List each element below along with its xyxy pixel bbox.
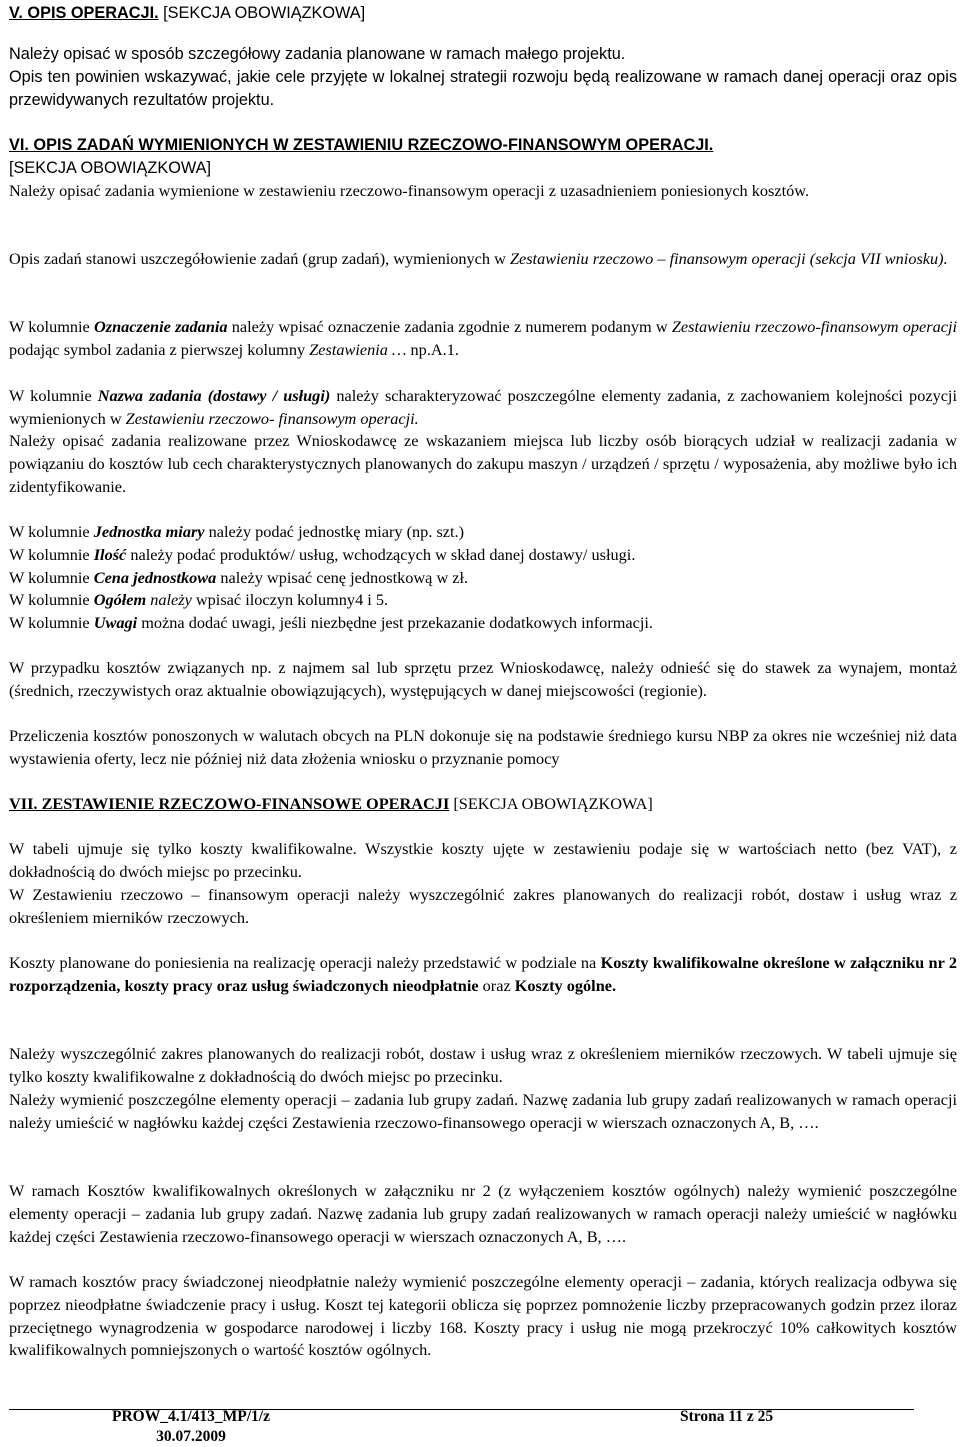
section-vii-para-2: W Zestawieniu rzeczowo – finansowym operacji należy wyszczególnić zakres planowanych do realizacji robót, dostaw i usług wraz z określeniem mierników rzeczowych. <box>9 885 957 927</box>
footer-doc-id: PROW_4.1/413_MP/1/z <box>112 1408 270 1425</box>
section-v-tag: [SEKCJA OBOWIĄZKOWA] <box>163 4 366 22</box>
section-vi-title: VI. OPIS ZADAŃ WYMIENIONYCH W ZESTAWIENIU RZECZOWO-FINANSOWYM OPERACJI. <box>9 136 714 154</box>
section-vii-heading <box>9 793 957 816</box>
column-ogolem: W kolumnie Ogółem należy wpisać iloczyn kolumny4 i 5. <box>9 590 389 609</box>
section-vii-para-6: W ramach Kosztów kwalifikowalnych określonych w załączniku nr 2 (z wyłączeniem kosztów ogólnych) należy wymienić poszczególne elementy operacji – zadania lub grupy zadań. Nazwę zadania lub grupy zadań realizowanych w ramach operacji należy umieścić w nagłówku każdej części Zestawienia rzeczowo-finansowego operacji w wierszach oznaczonych A, B, …. <box>9 1181 957 1246</box>
section-v-para-2: Opis ten powinien wskazywać, jakie cele przyjęte w lokalnej strategii rozwoju będą realizowane w ramach danej operacji oraz opis przewidywanych rezultatów projektu. <box>9 68 957 109</box>
section-vi-nazwa-opis: Należy opisać zadania realizowane przez Wnioskodawcę ze wskazaniem miejsca lub liczby osób biorących udział w realizacji zadania w powiązaniu do kosztów lub cech charakterystycznych planowanych do zakupu maszyn / urządzeń / sprzętu / wyposażenia, aby możliwe było ich zidentyfikowanie. <box>9 431 957 496</box>
section-vi-intro: Należy opisać zadania wymienione w zestawieniu rzeczowo-finansowym operacji z uzasadnieniem poniesionych kosztów. <box>9 181 810 200</box>
section-vi-oznaczenie: W kolumnie Oznaczenie zadania należy wpisać oznaczenie zadania zgodnie z numerem podanym w Zestawieniu rzeczowo-finansowym operacji podając symbol zadania z pierwszej kolumny Zestawienia … np.A.1. <box>9 317 958 359</box>
section-v-heading <box>9 2 957 25</box>
footer-doc-info <box>91 1407 291 1447</box>
section-vi-przypadek: W przypadku kosztów związanych np. z najmem sal lub sprzętu przez Wnioskodawcę, należy odnieść się do stawek za wynajem, montaż (średnich, rzeczywistych oraz aktualnie obowiązujących), występujących w danej miejscowości (regionie). <box>9 658 957 700</box>
column-cena-jednostkowa: W kolumnie Cena jednostkowa należy wpisać cenę jednostkową w zł. <box>9 568 469 587</box>
section-vii-tag: [SEKCJA OBOWIĄZKOWA] <box>449 794 653 813</box>
section-vi-nazwa: W kolumnie Nazwa zadania (dostawy / usługi) należy scharakteryzować poszczególne elementy zadania, z zachowaniem kolejności pozycji wymienionych w Zestawieniu rzeczowo- finansowym operacji. <box>9 386 957 428</box>
section-v-title: V. OPIS OPERACJI. <box>9 4 159 22</box>
section-vii-para-7: W ramach kosztów pracy świadczonej nieodpłatnie należy wymienić poszczególne elementy operacji – zadania, których realizacja odbywa się poprzez nieodpłatne świadczenie pracy i usług. Koszt tej kategorii oblicza się poprzez pomnożenie liczby przepracowanych godzin przez iloraz przeciętnego wynagrodzenia w gospodarce narodowej i liczby 168. Koszty pracy i usług nie mogą przekroczyć 10% całkowitych kosztów kwalifikowalnych pomniejszonych o wartość kosztów ogólnych. <box>9 1272 957 1360</box>
column-ilosc: W kolumnie Ilość należy podać produktów/ usług, wchodzących w skład danej dostawy/ usługi. <box>9 545 636 564</box>
section-v-para-1: Należy opisać w sposób szczegółowy zadania planowane w ramach małego projektu. <box>9 45 626 63</box>
section-vi-opis: Opis zadań stanowi uszczegółowienie zadań (grup zadań), wymienionych w Zestawieniu rzeczowo – finansowym operacji (sekcja VII wniosku). <box>9 249 948 268</box>
section-vii-para-1: W tabeli ujmuje się tylko koszty kwalifikowalne. Wszystkie koszty ujęte w zestawieniu podaje się w wartościach netto (bez VAT), z dokładnością do dwóch miejsc po przecinku. <box>9 839 957 881</box>
section-vii-para-5: Należy wymienić poszczególne elementy operacji – zadania lub grupy zadań. Nazwę zadania lub grupy zadań realizowanych w ramach operacji należy umieścić w nagłówku każdej części Zestawienia rzeczowo-finansowego operacji w wierszach oznaczonych A, B, …. <box>9 1090 957 1132</box>
section-vii-para-3: Koszty planowane do poniesienia na realizację operacji należy przedstawić w podziale na Koszty kwalifikowalne określone w załączniku nr 2 rozporządzenia, koszty pracy oraz usług świadczonych nieodpłatnie oraz Koszty ogólne. <box>9 953 958 995</box>
section-vii-title: VII. ZESTAWIENIE RZECZOWO-FINANSOWE OPERACJI <box>9 794 450 813</box>
column-uwagi: W kolumnie Uwagi można dodać uwagi, jeśli niezbędne jest przekazanie dodatkowych informacji. <box>9 613 653 632</box>
footer-date: 30.07.2009 <box>156 1428 226 1445</box>
column-jednostka-miary: W kolumnie Jednostka miary należy podać jednostkę miary (np. szt.) <box>9 522 465 541</box>
section-vi-tag: [SEKCJA OBOWIĄZKOWA] <box>9 159 212 177</box>
section-vi-heading <box>9 134 957 157</box>
footer-page-number: Strona 11 z 25 <box>680 1408 774 1425</box>
section-vii-para-4: Należy wyszczególnić zakres planowanych do realizacji robót, dostaw i usług wraz z określeniem mierników rzeczowych. W tabeli ujmuje się tylko koszty kwalifikowalne z dokładnością do dwóch miejsc po przecinku. <box>9 1044 957 1086</box>
section-vi-przeliczenia: Przeliczenia kosztów ponoszonych w walutach obcych na PLN dokonuje się na podstawie średniego kursu NBP za okres nie wcześniej niż data wystawienia oferty, lecz nie później niż data złożenia wniosku o przyznanie pomocy <box>9 726 957 768</box>
